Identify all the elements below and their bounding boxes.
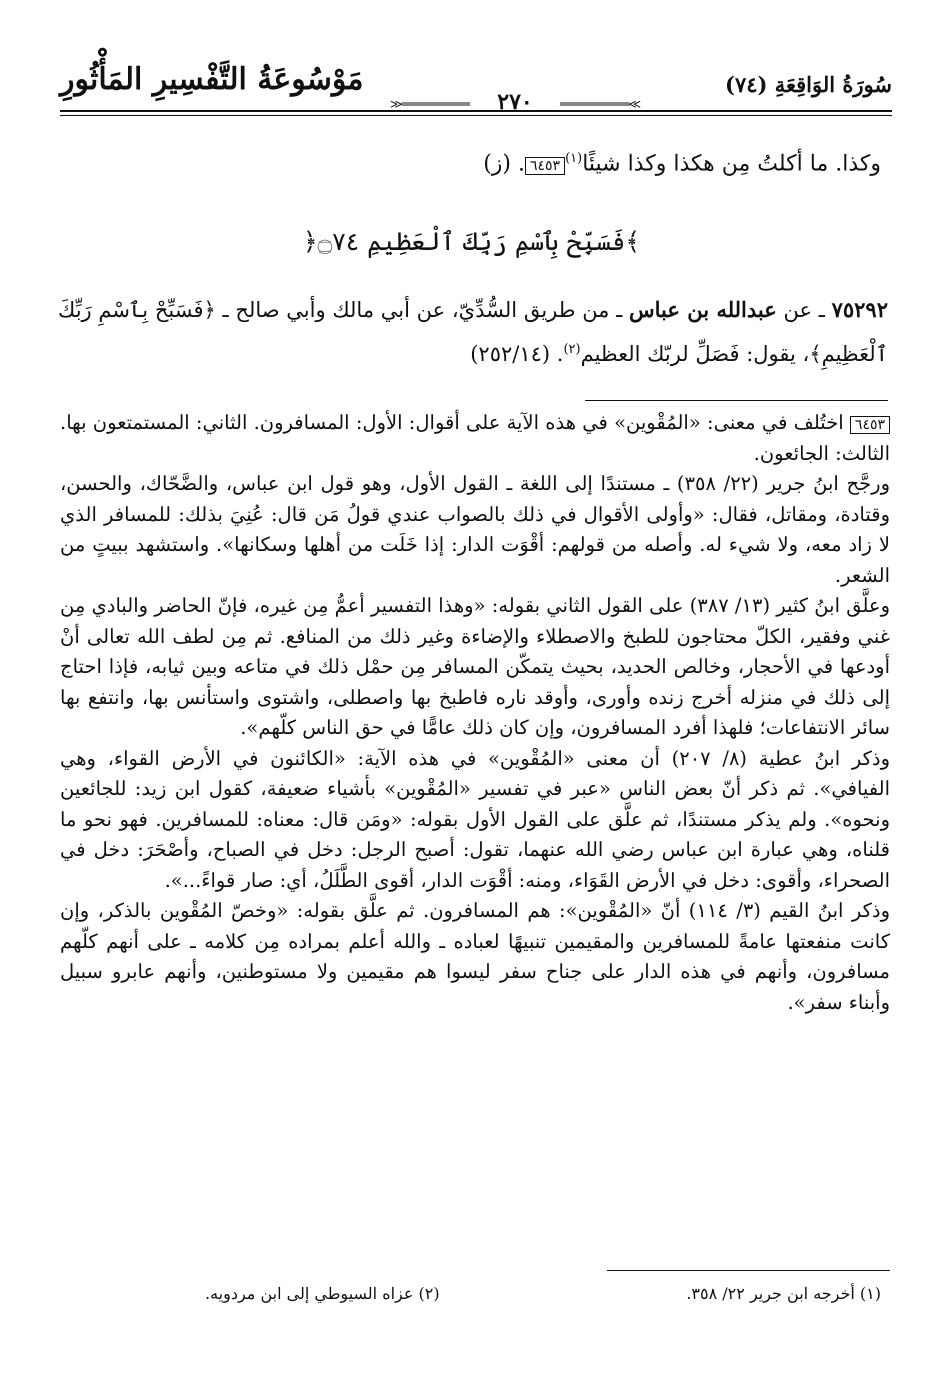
hadith-number: ٧٥٢٩٢ bbox=[831, 297, 888, 322]
hadith-chain: ـ من طريق السُّدِّيّ، عن أبي مالك وأبي صالح ـ bbox=[222, 298, 630, 322]
header-rule bbox=[60, 110, 892, 112]
surah-label: سُورَةُ الوَاقِعَةِ (٧٤) bbox=[725, 72, 892, 97]
note-ref-box: ٦٤٥٣ bbox=[525, 157, 565, 175]
hadith-source: . (٢٥٢/١٤) bbox=[470, 342, 564, 366]
page-header bbox=[60, 62, 892, 118]
hadith-text: ، يقول: فَصَلِّ لربّك العظيم bbox=[580, 342, 810, 366]
note-paragraph: وعلَّق ابنُ كثير (١٣/ ٣٨٧) على القول الثاني بقوله: «وهذا التفسير أعمُّ مِن غيره، فإنّ الحاضر والبادي مِن غني وفقير، الكلّ محتاجون للطبخ والاصطلاء والإضاءة وغير ذلك من المنافع. ثم مِن لطف الله تعالى أنْ أودعها في الأحجار، وخالص الحديد، بحيث يتمكّن المسافر مِن حمْل ذلك في متاعه وبين ثيابه، فإذا احتاج إلى ذلك في منزله أخرج زنده وأورى، وأوقد ناره فاطبخ بها واصطلى، واشتوى واستأنس بها، وانتفع بها سائر الانتفاعات؛ فلهذا أفرد المسافرون، وإن كان ذلك عامًّا في حق الناس كلّهم». bbox=[60, 594, 890, 739]
verse-heading: ﴿فَسَبِّحْ بِٱسْمِ رَبِّكَ ٱلْعَظِيمِ ۝٧٤﴾ bbox=[303, 227, 640, 256]
ornament-right-icon: ═══════════≪ bbox=[560, 97, 641, 111]
hadith-verse: ﴿فَسَبِّحْ بِٱسْمِ رَبِّكَ ٱلْعَظِيمِ﴾ bbox=[58, 298, 888, 366]
footnote-2: (٢) عزاه السيوطي إلى ابن مردويه. bbox=[205, 1284, 440, 1303]
note-paragraph: ٦٤٥٣ اختُلف في معنى: «المُقْوين» في هذه الآية على أقوال: الأول: المسافرون. الثاني: المستمتعون بها. الثالث: الجائعون. bbox=[60, 411, 890, 465]
notes-divider bbox=[585, 400, 888, 401]
hadith-entry bbox=[58, 290, 888, 374]
footnote-marker-2: (٢) bbox=[563, 342, 581, 357]
footnote-1: (١) أخرجه ابن جرير ٢٢/ ٣٥٨. bbox=[686, 1284, 881, 1303]
continuation-text: وكذا. ما أكلتُ مِن هكذا وكذا شيئًا bbox=[582, 151, 881, 177]
header-rule-thin bbox=[60, 115, 892, 116]
page-number: ٢٧٠ bbox=[470, 90, 560, 114]
hadith-narrator: عبدالله بن عباس bbox=[629, 297, 777, 322]
hadith-prefix: ـ عن bbox=[776, 298, 832, 322]
page-number-area bbox=[60, 90, 892, 116]
footnotes-divider bbox=[607, 1270, 890, 1271]
footnote-marker: (١) bbox=[565, 151, 583, 166]
note-number-box: ٦٤٥٣ bbox=[850, 416, 890, 434]
note-paragraph: وذكر ابنُ القيم (٣/ ١١٤) أنّ «المُقْوين»: هم المسافرون. ثم علَّق بقوله: «وخصّ المُقْوين بالذكر، وإن كانت منفعتها عامةً للمسافرين والمقيمين تنبيهًا لعباده ـ والله أعلم بمراده مِن كلامه ـ على أنهم كلّهم مسافرون، وأنهم في هذه الدار على جناح سفر ليسوا هم مقيمين ولا مستوطنين، وأنهم عابرو سبيل وأبناء سفر». bbox=[60, 899, 890, 1014]
continuation-tail: . (ز) bbox=[483, 151, 525, 177]
book-title: مَوْسُوعَةُ التَّفْسِيرِ المَأْثُورِ bbox=[60, 62, 364, 97]
continuation-line bbox=[61, 140, 881, 183]
note-paragraph: وذكر ابنُ عطية (٨/ ٢٠٧) أن معنى «المُقْوين» في هذه الآية: «الكائنون في الأرض القواء، وهي الفيافي». ثم ذكر أنّ بعض الناس «عبر في تفسير «المُقْوين» بأشياء ضعيفة، كقول ابن زيد: للجائعين ونحوه». ولم يذكر مستندًا، ثم علَّق على القول الأول بقوله: «ومَن قال: معناه: للمسافرين. فهو نحو ما قلناه، وهي عبارة ابن عباس رضي الله عنهما، تقول: أصبح الرجل: دخل في الصباح، وأصْحَرَ: دخل في الصحراء، وأقوى: دخل في الأرض القَوَاء، ومنه: أقْوَت الدار، أقوى الطَّلَلُ، أي: صار قواءً...». bbox=[60, 746, 890, 892]
note-paragraph: ورجَّح ابنُ جرير (٢٢/ ٣٥٨) ـ مستندًا إلى اللغة ـ القول الأول، وهو قول ابن عباس، والضَّحّاك، والحسن، وقتادة، ومقاتل، فقال: «وأولى الأقوال في ذلك بالصواب عندي قولُ مَن قال: عُنِيَ بذلك: للمسافر الذي لا زاد معه، ولا شيء له. وأصله من قولهم: أقْوَت الدار: إذا خَلَت من أهلها وسكانها». واستشهد ببيتٍ من الشعر. bbox=[60, 472, 890, 587]
ornament-left-icon: ≫═══════════ bbox=[390, 97, 471, 111]
commentary-notes bbox=[60, 408, 890, 1018]
